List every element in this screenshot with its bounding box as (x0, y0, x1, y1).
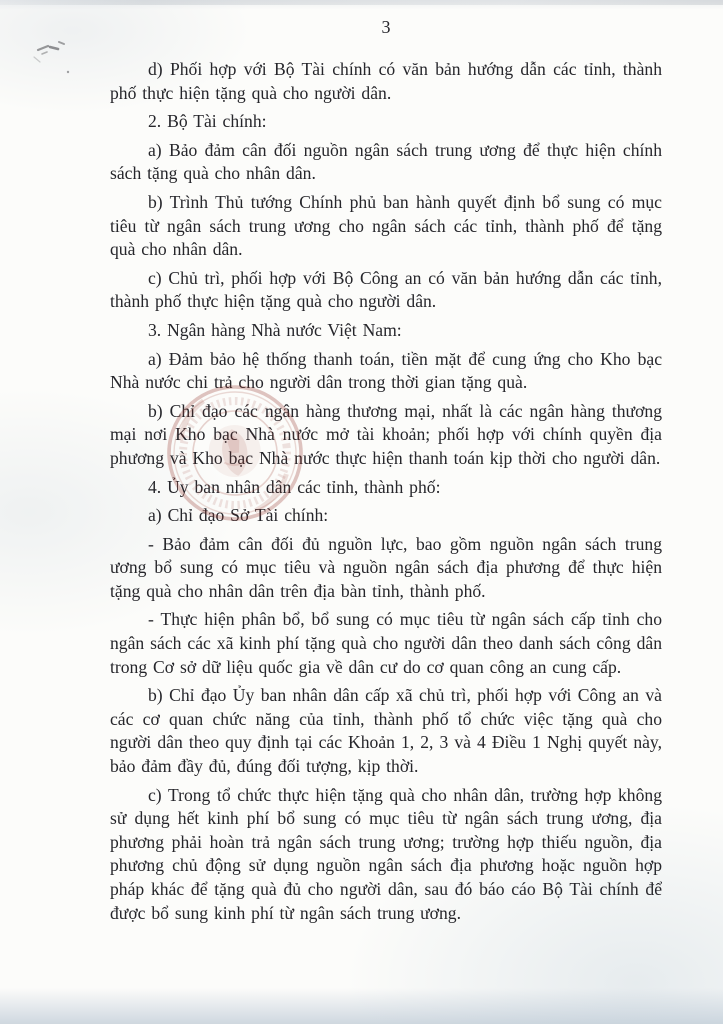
paragraph-2c: c) Chủ trì, phối hợp với Bộ Công an có văn bản hướng dẫn các tỉnh, thành phố thực hiện tặng quà cho người dân. (110, 267, 662, 312)
paragraph-3a: a) Đảm bảo hệ thống thanh toán, tiền mặt để cung ứng cho Kho bạc Nhà nước chi trả cho người dân trong thời gian tặng quà. (110, 348, 662, 393)
paragraph-4a-bullet-1: - Bảo đảm cân đối đủ nguồn lực, bao gồm nguồn ngân sách trung ương bổ sung có mục tiêu và nguồn ngân sách địa phương để thực hiện tặng quà cho nhân dân trên địa bàn tỉnh, thành phố. (110, 533, 662, 601)
paragraph-4a: a) Chỉ đạo Sở Tài chính: (148, 505, 329, 526)
paragraph-3b: b) Chỉ đạo các ngân hàng thương mại, nhất là các ngân hàng thương mại nơi Kho bạc Nhà nước mở tài khoản; phối hợp với chính quyền địa phương và Kho bạc Nhà nước thực hiện thanh toán kịp thời cho người dân. (110, 400, 662, 468)
paragraph-2b: b) Trình Thủ tướng Chính phủ ban hành quyết định bổ sung có mục tiêu từ ngân sách trung ương cho ngân sách các tỉnh, thành phố để tặng quà cho nhân dân. (110, 191, 662, 260)
paragraph-d-mobilization: d) Phối hợp với Bộ Tài chính có văn bản hướng dẫn các tỉnh, thành phố thực hiện tặng quà cho người dân. (110, 59, 662, 103)
paragraph-4b: b) Chỉ đạo Ủy ban nhân dân cấp xã chủ trì, phối hợp với Công an và các cơ quan chức năng của tỉnh, thành phố tổ chức việc tặng quà cho người dân theo quy định tại các Khoản 1, 2, 3 và 4 Điều 1 Nghị quyết này, bảo đảm đầy đủ, đúng đối tượng, kịp thời. (110, 685, 662, 777)
heading-3-state-bank: 3. Ngân hàng Nhà nước Việt Nam: (148, 319, 402, 340)
paragraph-4a-bullet-2: - Thực hiện phân bổ, bổ sung có mục tiêu từ ngân sách cấp tỉnh cho ngân sách các xã kinh phí tặng quà cho người dân theo danh sách công dân trong Cơ sở dữ liệu quốc gia về dân cư do cơ quan công an cung cấp. (110, 609, 662, 677)
paragraph-2a: a) Bảo đảm cân đối nguồn ngân sách trung ương để thực hiện chính sách tặng quà cho nhân dân. (110, 139, 662, 184)
heading-2-ministry-of-finance: 2. Bộ Tài chính: (148, 111, 267, 132)
resolution-text (110, 58, 662, 925)
page-number: 3 (381, 17, 391, 37)
heading-4-peoples-committees: 4. Ủy ban nhân dân các tỉnh, thành phố: (148, 476, 441, 497)
paragraph-4c: c) Trong tổ chức thực hiện tặng quà cho nhân dân, trường hợp không sử dụng hết kinh phí bổ sung có mục tiêu từ ngân sách trung ương, địa phương phải hoàn trả ngân sách trung ương; trường hợp thiếu nguồn, địa phương chủ động sử dụng nguồn ngân sách địa phương hoặc nguồn hợp pháp khác để tặng quà đủ cho người dân, sau đó báo cáo Bộ Tài chính để được bổ sung kinh phí từ ngân sách trung ương. (110, 784, 662, 923)
